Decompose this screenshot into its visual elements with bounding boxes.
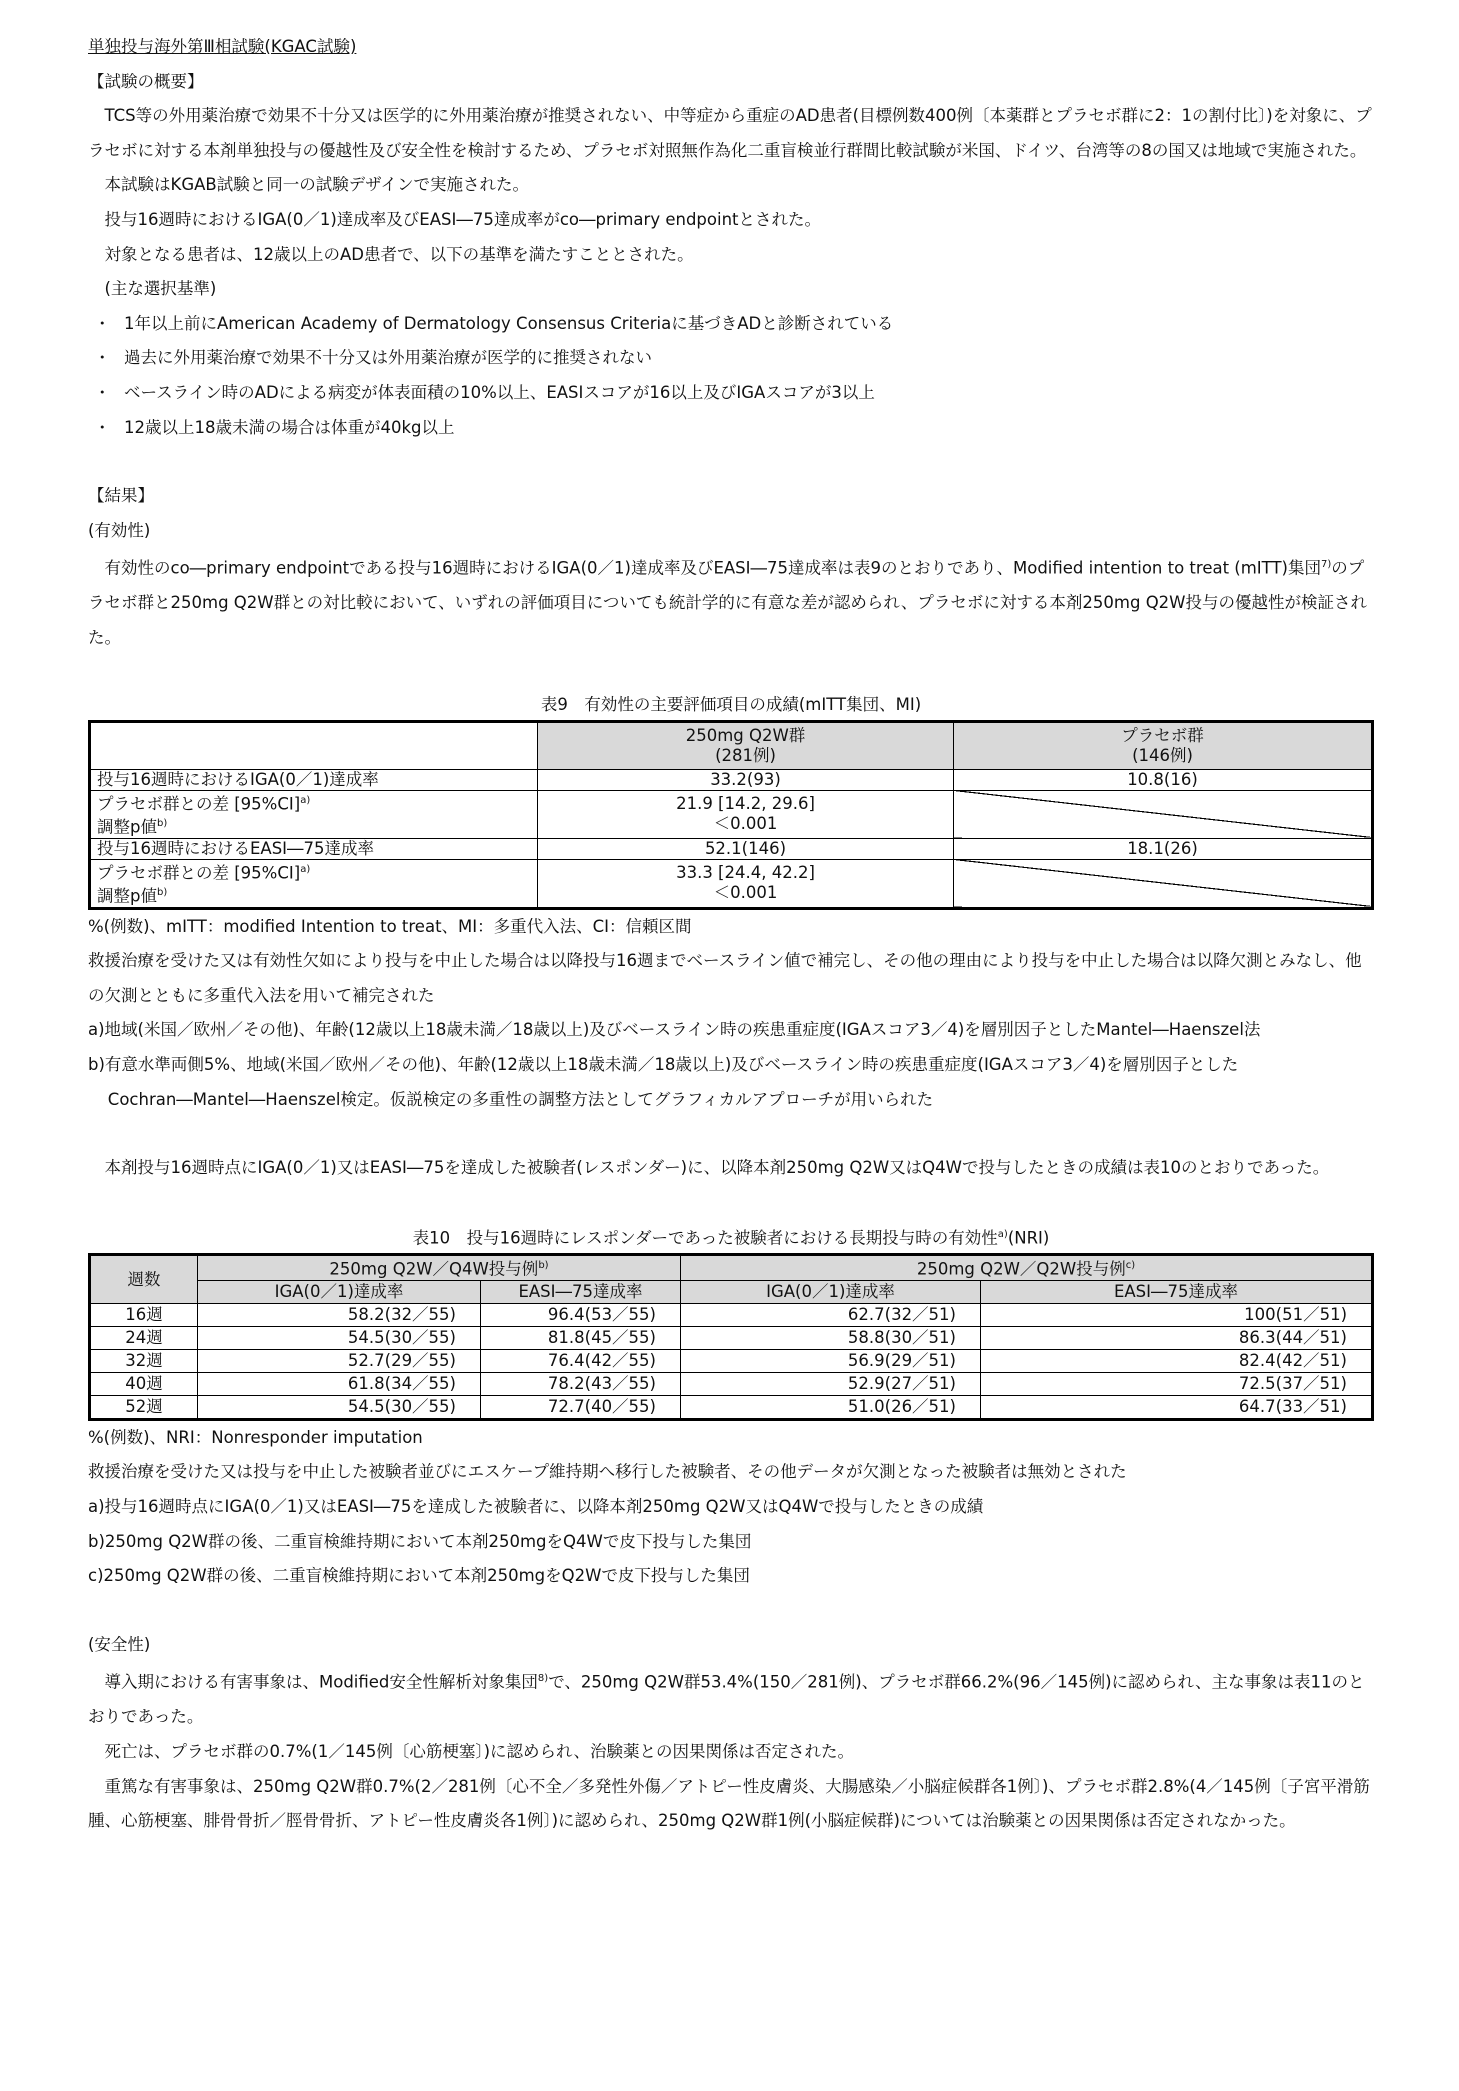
safety-paragraph-2: 死亡は、プラセボ群の0.7%(1／145例〔心筋梗塞〕)に認められ、治験薬との因果関係は否定された。	[104, 1742, 855, 1761]
cell-value: 76.4(42／55)	[481, 1349, 681, 1372]
table10-caption: 表10 投与16週時にレスポンダーであった被験者における長期投与時の有効性$^{a)}$(NRI)	[412, 1228, 1050, 1248]
cell-value: 58.2(32／55)	[198, 1303, 481, 1326]
cell-value: 51.0(26／51)	[681, 1395, 981, 1419]
bullet-mark: ・	[94, 382, 111, 402]
subheader-iga: IGA(0／1)達成率	[681, 1280, 981, 1303]
table-row	[90, 1372, 1373, 1395]
footnote-ref: 8)	[537, 1673, 549, 1685]
table10-note: b)250mg Q2W群の後、二重盲検維持期において本剤250mgをQ4Wで皮下投与した集団	[88, 1531, 752, 1551]
cell-value: 62.7(32／51)	[681, 1303, 981, 1326]
safety-paragraph-3: 重篤な有害事象は、250mg Q2W群0.7%(2／281例〔心不全／多発性外傷／アトピー性皮膚炎、大腸感染／小脳症候群各1例〕)、プラセボ群2.8%(4／145例〔子宮平滑筋腫、心筋梗塞、腓骨骨折／脛骨骨折、アトピー性皮膚炎各1例〕)に認められ、250mg Q2W群1例(小脳症候群)については治験薬との因果関係は否定されなかった。	[88, 1776, 1370, 1831]
cell-value: 54.5(30／55)	[198, 1326, 481, 1349]
table10-subheader-row	[90, 1280, 1373, 1303]
bullet-mark: ・	[94, 417, 111, 437]
overview-paragraph-2: 本試験はKGAB試験と同一の試験デザインで実施された。	[104, 175, 530, 195]
cell-value: 21.9 [14.2, 29.6] ＜0.001	[538, 790, 954, 838]
overview-paragraph-3: 投与16週時におけるIGA(0／1)達成率及びEASI―75達成率がco―primary endpointとされた。	[104, 209, 822, 229]
cell-value: 52.7(29／55)	[198, 1349, 481, 1372]
cell-value: 100(51／51)	[981, 1303, 1373, 1326]
criteria-heading: (主な選択基準)	[104, 279, 217, 299]
row-label: 投与16週時におけるEASI―75達成率	[90, 838, 538, 859]
week-cell: 52週	[90, 1395, 198, 1419]
row-label: 投与16週時におけるIGA(0／1)達成率	[90, 769, 538, 790]
table9-note: a)地域(米国／欧州／その他)、年齢(12歳以上18歳未満／18歳以上)及びベースライン時の疾患重症度(IGAスコア3／4)を層別因子としたMantel―Haenszel法	[88, 1020, 1261, 1040]
table-row	[90, 769, 1373, 790]
cell-value: 52.1(146)	[538, 838, 954, 859]
table9-caption: 表9 有効性の主要評価項目の成績(mITT集団、MI)	[540, 694, 922, 714]
week-cell: 32週	[90, 1349, 198, 1372]
table9-header-row	[90, 721, 1373, 769]
table-row	[90, 790, 1373, 838]
cell-value: 72.7(40／55)	[481, 1395, 681, 1419]
week-cell: 24週	[90, 1326, 198, 1349]
row-label: プラセボ群との差 $[95\%CI]^{a)}$ 調整p値$^{b)}$	[90, 790, 538, 838]
criteria-item: ・ 過去に外用薬治療で効果不十分又は外用薬治療が医学的に推奨されない	[88, 341, 1374, 376]
cell-value: 78.2(43／55)	[481, 1372, 681, 1395]
table9-note: %(例数)、mITT：modified Intention to treat、MI：多重代入法、CI：信頼区間	[88, 916, 692, 936]
overview-heading: 【試験の概要】	[88, 71, 204, 91]
table10-note: a)投与16週時点にIGA(0／1)又はEASI―75を達成した被験者に、以降本剤250mg Q2W又はQ4Wで投与したときの成績	[88, 1496, 984, 1516]
criteria-item: ・ 1年以上前にAmerican Academy of Dermatology Consensus Criteriaに基づきADと診断されている	[88, 307, 1374, 342]
table9-note: b)有意水準両側5%、地域(米国／欧州／その他)、年齢(12歳以上18歳未満／18歳以上)及びベースライン時の疾患重症度(IGAスコア3／4)を層別因子としたCochran―Mantel―Haenszel検定。仮説検定の多重性の調整方法としてグラフィカルアプローチが用いられた	[88, 1054, 1239, 1109]
table10-header-row	[90, 1255, 1373, 1281]
table-row	[90, 1326, 1373, 1349]
table-row	[90, 1395, 1373, 1419]
efficacy-heading: (有効性)	[88, 520, 151, 540]
cell-value: 18.1(26)	[954, 838, 1373, 859]
results-heading: 【結果】	[88, 486, 154, 506]
week-cell: 40週	[90, 1372, 198, 1395]
bullet-mark: ・	[94, 313, 111, 333]
table10-note: %(例数)、NRI：Nonresponder imputation	[88, 1427, 423, 1447]
cell-value: 81.8(45／55)	[481, 1326, 681, 1349]
week-header: 週数	[90, 1255, 198, 1304]
table9-col-placebo: プラセボ群 (146例)	[954, 721, 1373, 769]
table9	[88, 720, 1374, 910]
efficacy-paragraph: 有効性のco―primary endpointである投与16週時におけるIGA(0／1)達成率及びEASI―75達成率は表9のとおりであり、Modified intention to treat (mITT)集団$^{7)}$のプラセボ群と250mg Q2W群との対比較において、いずれの評価項目についても統計学的に有意な差が認められ、プラセボに対する本剤250mg Q2W投与の優越性が検証された。	[88, 558, 1367, 647]
cell-value: 58.8(30／51)	[681, 1326, 981, 1349]
subheader-easi: EASI―75達成率	[481, 1280, 681, 1303]
cell-value: 56.9(29／51)	[681, 1349, 981, 1372]
cell-value: 72.5(37／51)	[981, 1372, 1373, 1395]
table9-col-active: 250mg Q2W群 (281例)	[538, 721, 954, 769]
footnote-ref: 7)	[1320, 559, 1332, 571]
table10-note: 救援治療を受けた又は投与を中止した被験者並びにエスケープ維持期へ移行した被験者、その他データが欠測となった被験者は無効とされた	[88, 1462, 1127, 1482]
table-row	[90, 1303, 1373, 1326]
cell-value: 82.4(42／51)	[981, 1349, 1373, 1372]
criteria-item: ・ ベースライン時のADによる病変が体表面積の10%以上、EASIスコアが16以上及びIGAスコアが3以上	[88, 376, 1374, 411]
subheader-iga: IGA(0／1)達成率	[198, 1280, 481, 1303]
group1-header: 250mg Q2W／Q4W投与例$^{b)}$	[198, 1255, 681, 1281]
table10-note: c)250mg Q2W群の後、二重盲検維持期において本剤250mgをQ2Wで皮下投与した集団	[88, 1566, 750, 1586]
cell-value: 33.3 [24.4, 42.2] ＜0.001	[538, 859, 954, 908]
cell-value: 64.7(33／51)	[981, 1395, 1373, 1419]
document-page	[88, 30, 1374, 1839]
overview-paragraph-4: 対象となる患者は、12歳以上のAD患者で、以下の基準を満たすこととされた。	[104, 244, 694, 264]
week-cell: 16週	[90, 1303, 198, 1326]
cell-value: 10.8(16)	[954, 769, 1373, 790]
safety-heading: (安全性)	[88, 1634, 151, 1654]
table-row	[90, 1349, 1373, 1372]
criteria-item: ・ 12歳以上18歳未満の場合は体重が40kg以上	[88, 411, 1374, 446]
row-label: プラセボ群との差 $[95\%CI]^{a)}$ 調整p値$^{b)}$	[90, 859, 538, 908]
responder-paragraph: 本剤投与16週時点にIGA(0／1)又はEASI―75を達成した被験者(レスポンダー)に、以降本剤250mg Q2W又はQ4Wで投与したときの成績は表10のとおりであった。	[104, 1158, 1330, 1178]
group2-header: 250mg Q2W／Q2W投与例$^{c)}$	[681, 1255, 1373, 1281]
safety-paragraph-1: 導入期における有害事象は、Modified安全性解析対象集団$^{8)}$で、250mg Q2W群53.4%(150／281例)、プラセボ群66.2%(96／145例)に認められ、主な事象は表11のとおりであった。	[88, 1672, 1365, 1727]
section-title: 単独投与海外第Ⅲ相試験(KGAC試験)	[88, 37, 357, 56]
table-row	[90, 838, 1373, 859]
cell-value: 52.9(27／51)	[681, 1372, 981, 1395]
cell-value: 61.8(34／55)	[198, 1372, 481, 1395]
table10	[88, 1253, 1374, 1421]
empty-diagonal-cell	[954, 859, 1373, 908]
empty-diagonal-cell	[954, 790, 1373, 838]
overview-paragraph-1: TCS等の外用薬治療で効果不十分又は医学的に外用薬治療が推奨されない、中等症から重症のAD患者(目標例数400例〔本薬群とプラセボ群に2：1の割付比〕)を対象に、プラセボに対する本剤単独投与の優越性及び安全性を検討するため、プラセボ対照無作為化二重盲検並行群間比較試験が米国、ドイツ、台湾等の8の国又は地域で実施された。	[88, 106, 1372, 160]
bullet-mark: ・	[94, 348, 111, 368]
cell-value: 96.4(53／55)	[481, 1303, 681, 1326]
cell-value: 54.5(30／55)	[198, 1395, 481, 1419]
table9-note: 救援治療を受けた又は有効性欠如により投与を中止した場合は以降投与16週までベースライン値で補完し、その他の理由により投与を中止した場合は以降欠測とみなし、他の欠測とともに多重代入法を用いて補完された	[88, 951, 1362, 1005]
cell-value: 33.2(93)	[538, 769, 954, 790]
cell-value: 86.3(44／51)	[981, 1326, 1373, 1349]
subheader-easi: EASI―75達成率	[981, 1280, 1373, 1303]
table-row	[90, 859, 1373, 908]
